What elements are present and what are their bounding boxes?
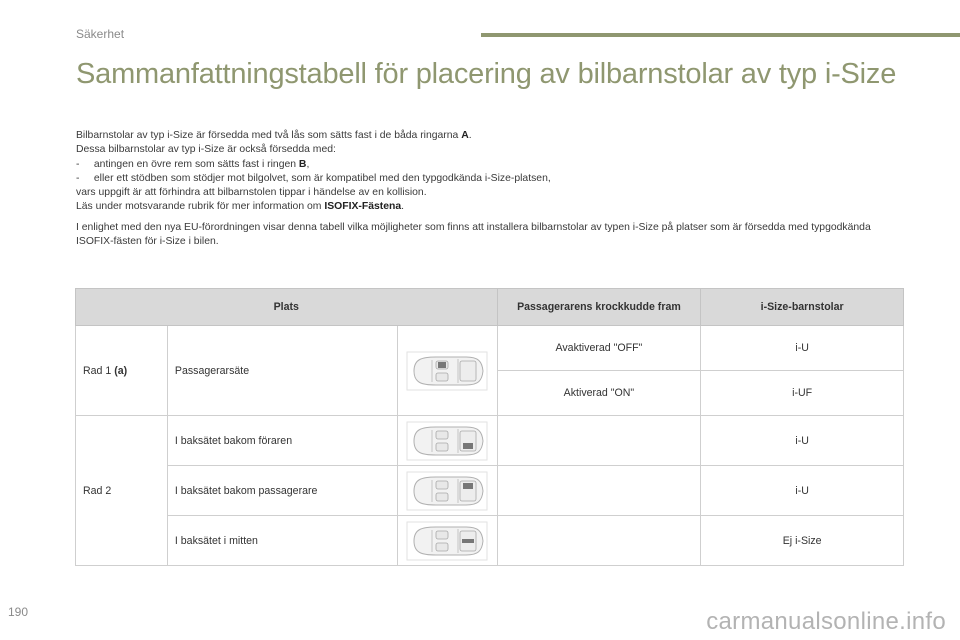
intro-line-4: - eller ett stödben som stödjer mot bilgolvet, som är kompatibel med den typgodkända i-Size-platsen, <box>76 172 551 184</box>
intro-text <box>76 129 906 249</box>
header-airbag: Passagerarens krockkudde fram <box>497 289 701 326</box>
isize-value: i-UF <box>701 371 904 416</box>
car-top-view-rear-left-icon <box>406 421 488 461</box>
table-row <box>76 416 904 466</box>
seat-rear-left: I baksätet bakom föraren <box>167 416 397 466</box>
intro-line-5: vars uppgift är att förhindra att bilbarnstolen tippar i händelse av en kollision. <box>76 187 427 199</box>
airbag-off: Avaktiverad "OFF" <box>497 326 701 371</box>
table-header-row <box>76 289 904 326</box>
car-top-view-front-passenger-icon <box>406 351 488 391</box>
diagram-cell <box>397 326 497 416</box>
header-isize: i-Size-barnstolar <box>701 289 904 326</box>
page-number: 190 <box>8 605 29 619</box>
table-row <box>76 326 904 371</box>
airbag-empty <box>497 416 701 466</box>
row-label-rad2: Rad 2 <box>76 416 168 566</box>
intro-line-1: Bilbarnstolar av typ i-Size är försedda med två lås som sätts fast i de båda ringarna A. <box>76 130 472 141</box>
diagram-cell <box>397 466 497 516</box>
watermark: carmanualsonline.info <box>706 608 946 635</box>
table-row <box>76 466 904 516</box>
isize-value: Ej i-Size <box>701 516 904 566</box>
seat-passenger: Passagerarsäte <box>167 326 397 416</box>
isize-value: i-U <box>701 416 904 466</box>
row-label-rad1: Rad 1 (a) <box>76 326 168 416</box>
table-row <box>76 516 904 566</box>
header-accent-bar <box>481 33 960 37</box>
diagram-cell <box>397 416 497 466</box>
section-label: Säkerhet <box>76 27 125 41</box>
intro-line-2: Dessa bilbarnstolar av typ i-Size är också försedda med: <box>76 144 336 156</box>
airbag-empty <box>497 516 701 566</box>
diagram-cell <box>397 516 497 566</box>
seat-rear-center: I baksätet i mitten <box>167 516 397 566</box>
header-plats: Plats <box>76 289 498 326</box>
page-title: Sammanfattningstabell för placering av bilbarnstolar av typ i-Size <box>76 58 897 90</box>
isize-value: i-U <box>701 326 904 371</box>
intro-line-6: Läs under motsvarande rubrik för mer information om ISOFIX-Fästena. <box>76 201 405 213</box>
intro-paragraph-2: I enlighet med den nya EU-förordningen visar denna tabell vilka möjligheter som finns att installera bilbarnstolar av typen i-Size på platser som är försedda med typgodkända ISOFIX-fästen för i-Size i bilen. <box>76 221 871 248</box>
airbag-empty <box>497 466 701 516</box>
car-top-view-rear-right-icon <box>406 471 488 511</box>
child-seat-table <box>75 288 904 566</box>
isize-value: i-U <box>701 466 904 516</box>
seat-rear-right: I baksätet bakom passagerare <box>167 466 397 516</box>
car-top-view-rear-center-icon <box>406 521 488 561</box>
intro-line-3: - antingen en övre rem som sätts fast i ringen B, <box>76 158 310 170</box>
airbag-on: Aktiverad "ON" <box>497 371 701 416</box>
